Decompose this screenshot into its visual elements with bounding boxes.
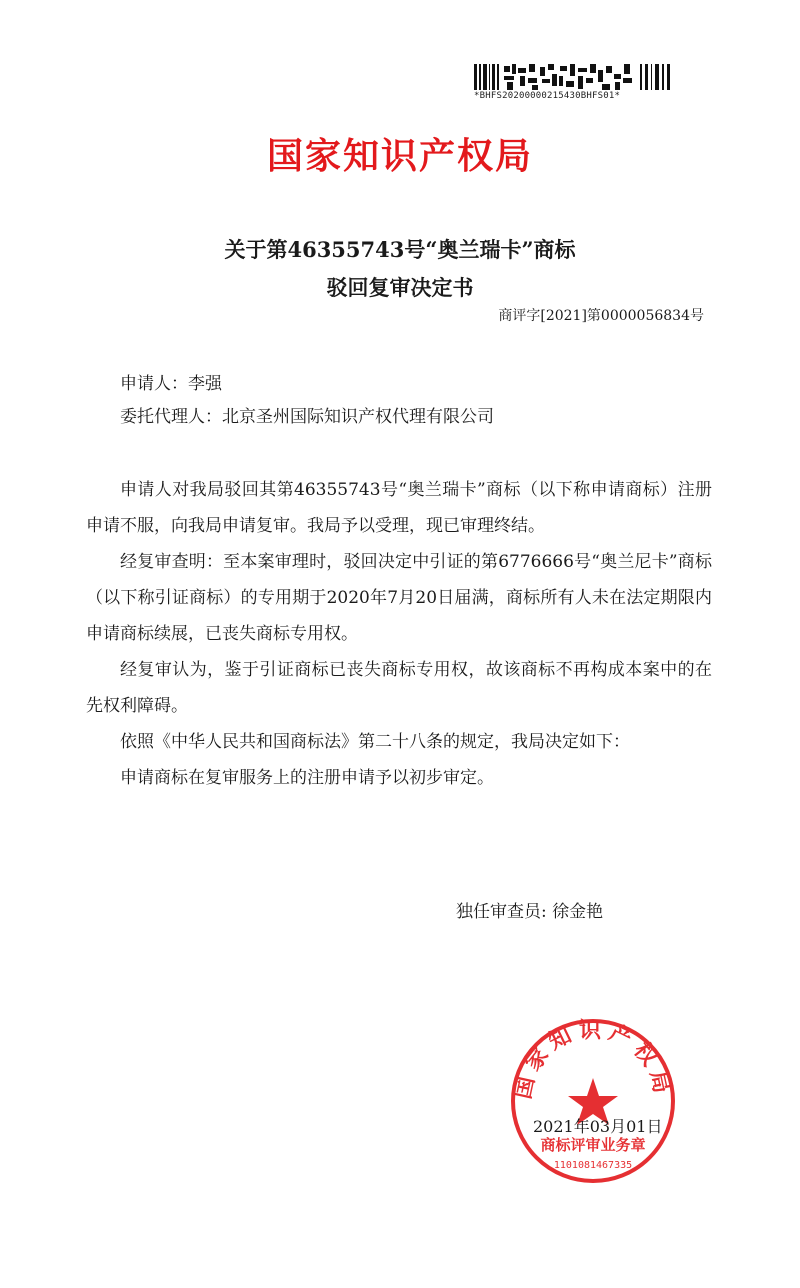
paragraph-1: 申请人对我局驳回其第46355743号“奥兰瑞卡”商标（以下称申请商标）注册申请不服，向我局申请复审。我局予以受理，现已审理终结。 <box>86 480 712 536</box>
decision-date: 2021年03月01日 <box>533 1117 663 1136</box>
document-title-line2: 驳回复审决定书 <box>326 275 474 300</box>
decision-body <box>86 472 712 796</box>
reference-number: 商评字[2021]第0000056834号 <box>498 308 704 324</box>
barcode-text: *BHFS20200000215430BHFS01* <box>474 91 621 101</box>
seal-code: 1101081467335 <box>553 1160 633 1171</box>
paragraph-3: 经复审认为，鉴于引证商标已丧失商标专用权，故该商标不再构成本案中的在先权利障碍。 <box>86 660 712 716</box>
barcode <box>474 64 684 101</box>
agent-line: 委托代理人：北京圣州国际知识产权代理有限公司 <box>120 407 494 427</box>
paragraph-2: 经复审查明：至本案审理时，驳回决定中引证的第6776666号“奥兰尼卡”商标（以下称引证商标）的专用期于2020年7月20日届满，商标所有人未在法定期限内申请商标续展，已丧失商标专用权。 <box>86 552 712 644</box>
seal-inner-text: 商标评审业务章 <box>540 1136 646 1154</box>
applicant-line: 申请人：李强 <box>120 374 222 394</box>
issuing-office-name: 国家知识产权局 <box>266 136 533 177</box>
paragraph-5: 申请商标在复审服务上的注册申请予以初步审定。 <box>120 768 494 788</box>
barcode-graphic <box>474 64 678 90</box>
official-seal <box>508 1016 678 1186</box>
examiner-signature: 独任审查员: 徐金艳 <box>456 902 604 922</box>
paragraph-4: 依照《中华人民共和国商标法》第二十八条的规定，我局决定如下： <box>120 732 630 752</box>
seal-arc-text: 国家知识产权局 <box>510 1018 676 1102</box>
document-title-line1: 关于第46355743号“奥兰瑞卡”商标 <box>224 237 576 262</box>
